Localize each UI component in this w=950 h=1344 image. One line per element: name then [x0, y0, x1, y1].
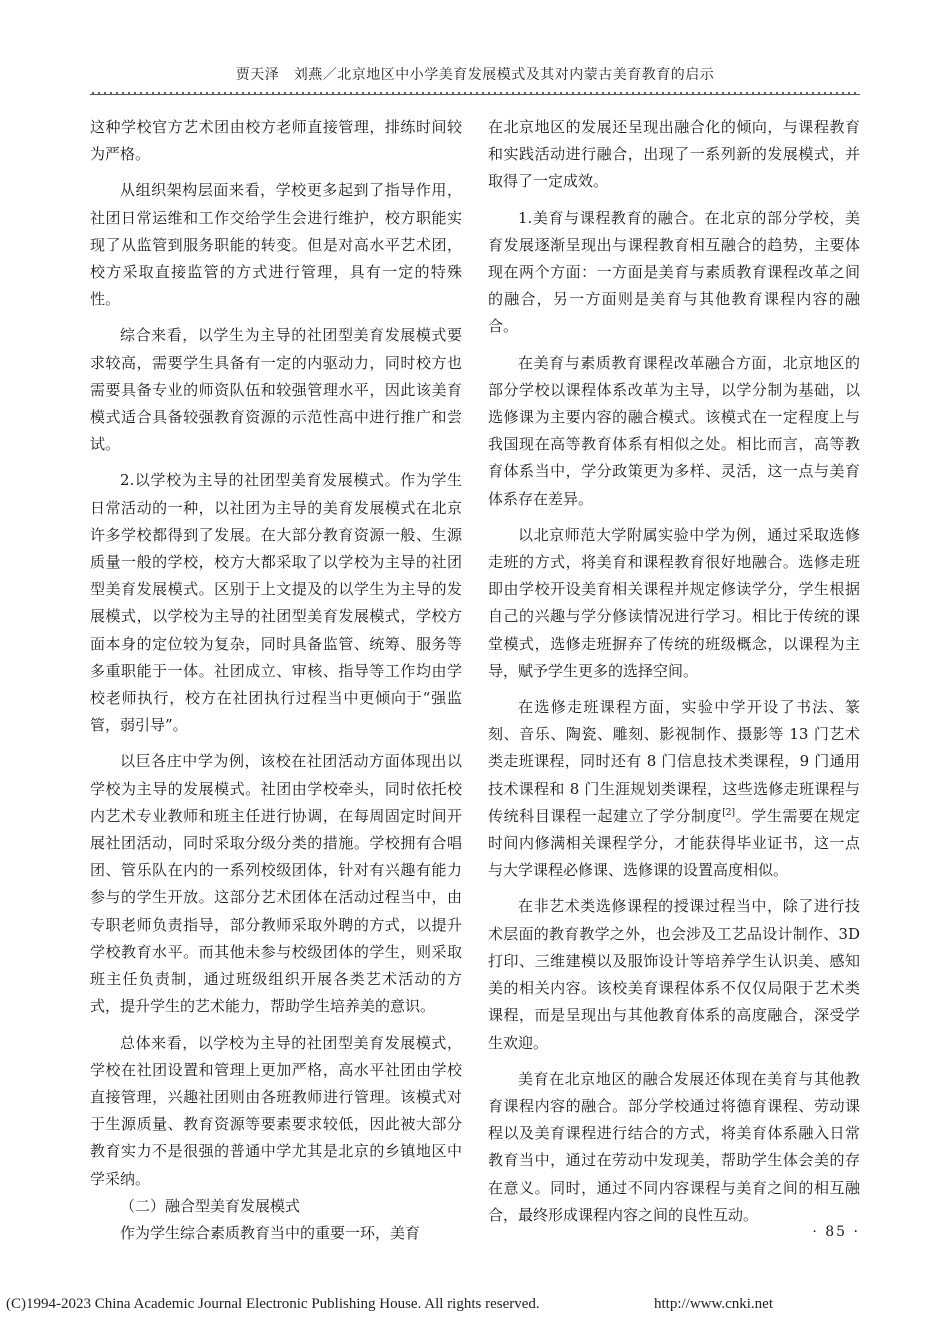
- section-heading: （二）融合型美育发展模式: [120, 1196, 301, 1215]
- page-number: · 85 ·: [812, 1224, 860, 1240]
- paragraph: 2.以学校为主导的社团型美育发展模式。作为学生日常活动的一种，以社团为主导的美育发展模式在北京许多学校都得到了发展。在大部分教育资源一般、生源质量一般的学校，校方大都采取了以学校为主导的社团型美育发展模式。区别于上文提及的以学生为主导的发展模式，以学校为主导的社团型美育发展模式，学校方面本身的定位较为复杂，同时具备监管、统筹、服务等多重职能于一体。社团成立、审核、指导等工作均由学校老师执行，校方在社团执行过程当中更倾向于“强监管，弱引导”。: [90, 471, 462, 735]
- paragraph: 从组织架构层面来看，学校更多起到了指导作用，社团日常运维和工作交给学生会进行维护，校方职能实现了从监管到服务职能的转变。但是对高水平艺术团，校方采取直接监管的方式进行管理，具有一定的特殊性。: [90, 181, 462, 309]
- header-dotted-rule: [90, 90, 860, 96]
- paragraph: 在北京地区的发展还呈现出融合化的倾向，与课程教育和实践活动进行融合，出现了一系列新的发展模式，并取得了一定成效。: [488, 118, 860, 191]
- left-column: [90, 114, 462, 1247]
- paragraph: 总体来看，以学校为主导的社团型美育发展模式，学校在社团设置和管理上更加严格，高水平社团由学校直接管理，兴趣社团则由各班教师进行管理。该模式对于生源质量、教育资源等要素要求较低，因此被大部分教育实力不是很强的普通中学尤其是北京的乡镇地区中学采纳。: [90, 1033, 462, 1188]
- running-head: 贾天泽 刘燕／北京地区中小学美育发展模式及其对内蒙古美育教育的启示: [235, 67, 715, 83]
- paragraph: 作为学生综合素质教育当中的重要一环，美育: [120, 1223, 421, 1242]
- paragraph: 美育在北京地区的融合发展还体现在美育与其他教育课程内容的融合。部分学校通过将德育课程、劳动课程以及美育课程进行结合的方式，将美育体系融入日常教育当中，通过在劳动中发现美，帮助学生体会美的存在意义。同时，通过不同内容课程与美育之间的相互融合，最终形成课程内容之间的良性互动。: [488, 1069, 860, 1224]
- paragraph: 以北京师范大学附属实验中学为例，通过采取选修走班的方式，将美育和课程教育很好地融合。选修走班即由学校开设美育相关课程并规定修读学分，学生根据自己的兴趣与学分修读情况进行学习。相比于传统的课堂模式，选修走班摒弃了传统的班级概念，以课程为主导，赋予学生更多的选择空间。: [488, 525, 860, 680]
- paragraph: 1.美育与课程教育的融合。在北京的部分学校，美育发展逐渐呈现出与课程教育相互融合的趋势，主要体现在两个方面：一方面是美育与素质教育课程改革之间的融合，另一方面则是美育与其他教育课程内容的融合。: [488, 208, 860, 336]
- paragraph: 综合来看，以学生为主导的社团型美育发展模式要求较高，需要学生具备有一定的内驱动力，同时校方也需要具备专业的师资队伍和较强管理水平，因此该美育模式适合具备较强教育资源的示范性高中进行推广和尝试。: [90, 326, 462, 454]
- paragraph: 以巨各庄中学为例，该校在社团活动方面体现出以学校为主导的发展模式。社团由学校牵头，同时依托校内艺术专业教师和班主任进行协调，在每周固定时间开展社团活动，同时采取分级分类的措施。学校拥有合唱团、管乐队在内的一系列校级团体，针对有兴趣有能力参与的学生开放。这部分艺术团体在活动过程当中，由专职老师负责指导，部分教师采取外聘的方式，以提升学校教育水平。而其他未参与校级团体的学生，则采取班主任负责制，通过班级组织开展各类艺术活动的方式，提升学生的艺术能力，帮助学生培养美的意识。: [90, 752, 462, 1016]
- paragraph-text: 。学生需要在规定时间内修满相关课程学分，才能获得毕业证书，这一点与大学课程必修课、选修课的设置高度相似。: [488, 806, 860, 880]
- paragraph: 在美育与素质教育课程改革融合方面，北京地区的部分学校以课程体系改革为主导，以学分制为基础，以选修课为主要内容的融合模式。该模式在一定程度上与我国现在高等教育体系有相似之处。相比而言，高等教育体系当中，学分政策更为多样、灵活，这一点与美育体系存在差异。: [488, 353, 860, 508]
- paragraph: 在非艺术类选修课程的授课过程当中，除了进行技术层面的教育教学之外，也会涉及工艺品设计制作、3D 打印、三维建模以及服饰设计等培养学生认识美、感知美的相关内容。该校美育课程体系不仅仅局限于艺术类课程，而是呈现出与其他教育体系的高度融合，深受学生欢迎。: [488, 897, 860, 1052]
- paragraph: 这种学校官方艺术团由校方老师直接管理，排练时间较为严格。: [90, 118, 462, 164]
- header-rule: [90, 94, 860, 95]
- right-column: [488, 114, 860, 1229]
- paragraph: [488, 694, 860, 884]
- paragraph-text: 在选修走班课程方面，实验中学开设了书法、篆刻、音乐、陶瓷、雕刻、影视制作、摄影等 13 门艺术类走班课程，同时还有 8 门信息技术类课程，9 门通用技术课程和 8 门生涯规划类课程，这些选修走班课程与传统科目课程一起建立了学分制度: [488, 698, 860, 825]
- copyright-footer: (C)1994-2023 China Academic Journal Electronic Publishing House. All rights reserved.: [6, 1296, 540, 1312]
- citation: [2]: [722, 807, 736, 818]
- footer-url: http://www.cnki.net: [654, 1296, 774, 1312]
